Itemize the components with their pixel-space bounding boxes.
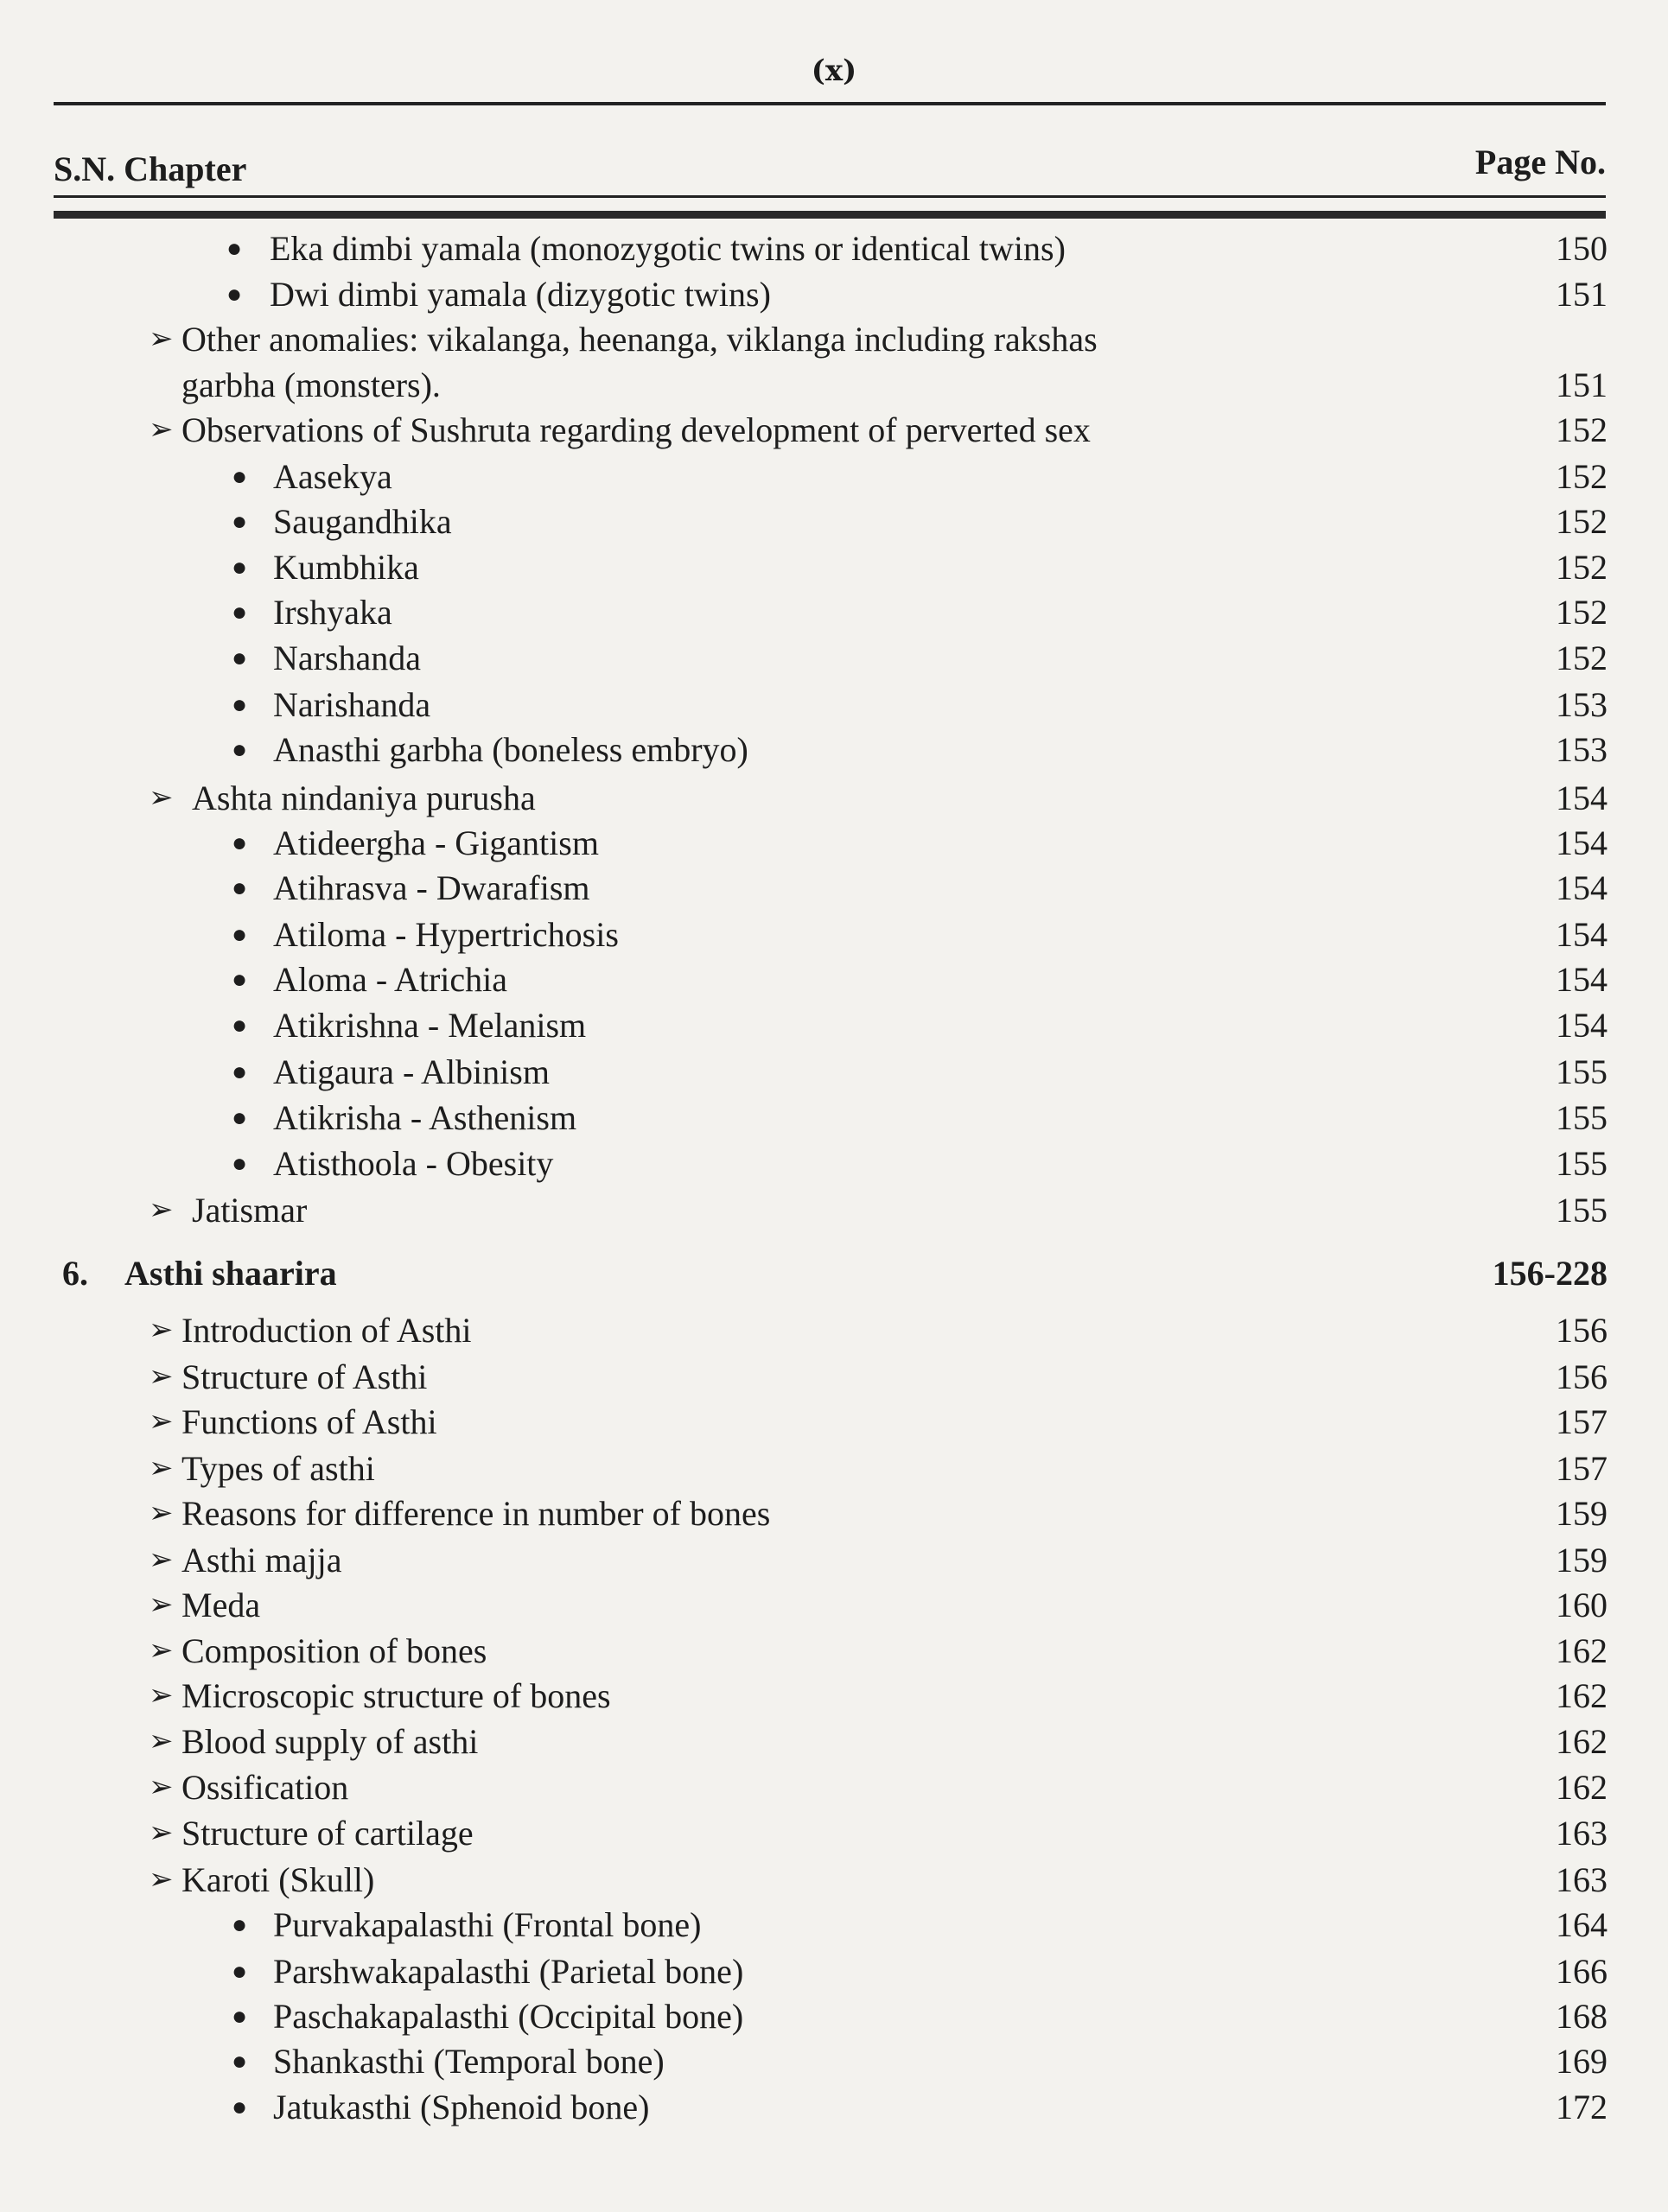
- toc-entry: [0, 1674, 1668, 1719]
- arrow-bullet-icon: ➢: [149, 1589, 174, 1621]
- page-reference: 153: [1556, 685, 1608, 724]
- entry-title: Karoti (Skull): [181, 1860, 375, 1899]
- arrow-bullet-icon: ➢: [149, 1817, 174, 1849]
- page-reference: 172: [1556, 2088, 1608, 2126]
- entry-title: Purvakapalasthi (Frontal bone): [273, 1905, 702, 1944]
- arrow-bullet-icon: ➢: [149, 1726, 174, 1758]
- entry-title: Blood supply of asthi: [181, 1722, 479, 1761]
- entry-title: Anasthi garbha (boneless embryo): [273, 730, 748, 769]
- page-reference: 162: [1556, 1722, 1608, 1761]
- toc-entry: [0, 683, 1668, 728]
- page-reference: 152: [1556, 457, 1608, 496]
- toc-entry: [0, 272, 1668, 317]
- toc-entry: [0, 1003, 1668, 1048]
- bullet-icon: ●: [232, 2093, 248, 2121]
- toc-entry: [0, 1811, 1668, 1856]
- arrow-bullet-icon: ➢: [149, 1452, 174, 1484]
- toc-entry: [0, 821, 1668, 866]
- page-reference: 152: [1556, 502, 1608, 541]
- arrow-bullet-icon: ➢: [149, 323, 174, 355]
- toc-entry: [0, 408, 1668, 453]
- toc-entry: [0, 1188, 1668, 1233]
- toc-entry: [0, 1858, 1668, 1903]
- entry-title: Paschakapalasthi (Occipital bone): [273, 1997, 744, 2036]
- entry-title: Meda: [181, 1586, 261, 1624]
- toc-entry: [0, 957, 1668, 1002]
- entry-title: Microscopic structure of bones: [181, 1676, 611, 1715]
- entry-title: Narshanda: [273, 639, 422, 677]
- arrow-bullet-icon: ➢: [149, 1406, 174, 1438]
- toc-entry: [0, 1308, 1668, 1353]
- page-reference: 152: [1556, 410, 1608, 449]
- page-reference: 169: [1556, 2042, 1608, 2081]
- toc-entry: [0, 2085, 1668, 2130]
- page-reference: 151: [1556, 365, 1608, 404]
- arrow-bullet-icon: ➢: [149, 1544, 174, 1576]
- toc-entry: [0, 363, 1668, 408]
- page-reference: 163: [1556, 1814, 1608, 1853]
- page-reference: 155: [1556, 1052, 1608, 1091]
- arrow-bullet-icon: ➢: [149, 1314, 174, 1346]
- bullet-icon: ●: [232, 920, 248, 949]
- page-reference: 154: [1556, 960, 1608, 999]
- page-reference: 168: [1556, 1997, 1608, 2036]
- page-reference: 162: [1556, 1631, 1608, 1670]
- toc-entry: [0, 1400, 1668, 1445]
- bullet-icon: ●: [232, 553, 248, 582]
- arrow-bullet-icon: ➢: [149, 1771, 174, 1803]
- toc-entry: [0, 1050, 1668, 1095]
- bullet-icon: ●: [232, 507, 248, 536]
- bullet-icon: ●: [232, 965, 248, 994]
- page-reference: 156: [1556, 1311, 1608, 1350]
- page-reference: 163: [1556, 1860, 1608, 1899]
- entry-title: Reasons for difference in number of bones: [181, 1494, 771, 1533]
- entry-title: Structure of cartilage: [181, 1814, 474, 1853]
- arrow-bullet-icon: ➢: [149, 1361, 174, 1393]
- entry-title: Other anomalies: vikalanga, heenanga, viklanga including rakshas: [181, 320, 1098, 359]
- bullet-icon: ●: [232, 735, 248, 764]
- page-reference: 154: [1556, 868, 1608, 907]
- bullet-icon: ●: [232, 1011, 248, 1039]
- entry-title: Eka dimbi yamala (monozygotic twins or identical twins): [270, 229, 1066, 268]
- page-reference: 155: [1556, 1098, 1608, 1137]
- page-reference: 155: [1556, 1191, 1608, 1230]
- toc-entry: [0, 1446, 1668, 1491]
- entry-title: Shankasthi (Temporal bone): [273, 2042, 665, 2081]
- toc-entry: [0, 1719, 1668, 1764]
- toc-entry: [0, 636, 1668, 681]
- entry-title: Ossification: [181, 1768, 349, 1807]
- entry-title: Composition of bones: [181, 1631, 487, 1670]
- toc-entry: [0, 1994, 1668, 2039]
- entry-title: Ashta nindaniya purusha: [192, 779, 536, 817]
- bullet-icon: ●: [232, 874, 248, 902]
- header-sn-chapter: S.N. Chapter: [54, 149, 247, 188]
- toc-entry: [0, 776, 1668, 821]
- toc-entry: [0, 728, 1668, 772]
- toc-entry: [0, 590, 1668, 635]
- page-reference: 162: [1556, 1768, 1608, 1807]
- entry-title: Jatukasthi (Sphenoid bone): [273, 2088, 650, 2126]
- entry-title: Atideergha - Gigantism: [273, 823, 599, 862]
- bullet-icon: ●: [232, 1103, 248, 1132]
- page-reference: 154: [1556, 1006, 1608, 1045]
- chapter-row: [0, 1251, 1668, 1296]
- toc-entry: [0, 1903, 1668, 1948]
- bullet-icon: ●: [232, 1058, 248, 1086]
- entry-title: Parshwakapalasthi (Parietal bone): [273, 1952, 744, 1991]
- bullet-icon: ●: [226, 234, 243, 263]
- toc-entry: [0, 1355, 1668, 1400]
- entry-title: Atiloma - Hypertrichosis: [273, 915, 619, 954]
- toc-entry: [0, 1629, 1668, 1674]
- page-reference: 154: [1556, 915, 1608, 954]
- entry-title: Aloma - Atrichia: [273, 960, 508, 999]
- arrow-bullet-icon: ➢: [149, 414, 174, 446]
- page-reference: 151: [1556, 275, 1608, 314]
- page-reference: 153: [1556, 730, 1608, 769]
- header-page-no: Page No.: [1474, 143, 1606, 181]
- page-reference: 157: [1556, 1402, 1608, 1441]
- page-reference: 152: [1556, 548, 1608, 587]
- entry-title: Atikrishna - Melanism: [273, 1006, 587, 1045]
- chapter-title: Asthi shaarira: [124, 1254, 337, 1293]
- page-reference: 154: [1556, 823, 1608, 862]
- bullet-icon: ●: [232, 829, 248, 857]
- bullet-icon: ●: [232, 598, 248, 626]
- entry-title: Asthi majja: [181, 1541, 342, 1580]
- arrow-bullet-icon: ➢: [149, 1864, 174, 1896]
- page-reference: 160: [1556, 1586, 1608, 1624]
- entry-title: Functions of Asthi: [181, 1402, 437, 1441]
- bullet-icon: ●: [232, 2047, 248, 2075]
- bullet-icon: ●: [232, 644, 248, 672]
- entry-title: Introduction of Asthi: [181, 1311, 472, 1350]
- entry-title: Irshyaka: [273, 593, 392, 632]
- arrow-bullet-icon: ➢: [149, 1680, 174, 1712]
- page-reference: 157: [1556, 1449, 1608, 1488]
- toc-entry: [0, 2039, 1668, 2084]
- toc-entry: [0, 1949, 1668, 1994]
- toc-entry: [0, 317, 1668, 362]
- page-reference: 156: [1556, 1357, 1608, 1396]
- toc-entry: [0, 912, 1668, 957]
- toc-entry: [0, 545, 1668, 590]
- page-reference: 162: [1556, 1676, 1608, 1715]
- chapter-number: 6.: [62, 1254, 88, 1293]
- entry-title: Saugandhika: [273, 502, 452, 541]
- bullet-icon: ●: [226, 280, 243, 308]
- toc-entry: [0, 226, 1668, 271]
- entry-title: Types of asthi: [181, 1449, 375, 1488]
- entry-title: Atihrasva - Dwarafism: [273, 868, 590, 907]
- entry-title: Dwi dimbi yamala (dizygotic twins): [270, 275, 771, 314]
- entry-title: Atigaura - Albinism: [273, 1052, 550, 1091]
- arrow-bullet-icon: ➢: [149, 1194, 174, 1226]
- bullet-icon: ●: [232, 462, 248, 491]
- page-reference: 152: [1556, 639, 1608, 677]
- entry-title: Narishanda: [273, 685, 431, 724]
- toc-entry: [0, 1765, 1668, 1810]
- entry-title: garbha (monsters).: [181, 365, 441, 404]
- toc-entry: [0, 454, 1668, 499]
- entry-title: Atisthoola - Obesity: [273, 1144, 554, 1183]
- entry-title: Atikrisha - Asthenism: [273, 1098, 577, 1137]
- bullet-icon: ●: [232, 1910, 248, 1939]
- page-reference: 166: [1556, 1952, 1608, 1991]
- arrow-bullet-icon: ➢: [149, 1497, 174, 1529]
- bullet-icon: ●: [232, 2002, 248, 2031]
- page-reference: 155: [1556, 1144, 1608, 1183]
- toc-entry: [0, 1538, 1668, 1583]
- bullet-icon: ●: [232, 1957, 248, 1986]
- entry-title: Structure of Asthi: [181, 1357, 428, 1396]
- arrow-bullet-icon: ➢: [149, 1635, 174, 1667]
- bullet-icon: ●: [232, 1149, 248, 1178]
- bullet-icon: ●: [232, 690, 248, 719]
- toc-entry: [0, 1491, 1668, 1536]
- toc-entry: [0, 499, 1668, 544]
- toc-entry: [0, 1096, 1668, 1141]
- entry-title: Aasekya: [273, 457, 392, 496]
- toc-entry: [0, 1141, 1668, 1186]
- page-reference: 159: [1556, 1541, 1608, 1580]
- page-reference: 152: [1556, 593, 1608, 632]
- arrow-bullet-icon: ➢: [149, 782, 174, 814]
- page-reference: 150: [1556, 229, 1608, 268]
- page-reference: 159: [1556, 1494, 1608, 1533]
- page-reference: 154: [1556, 779, 1608, 817]
- page-reference: 164: [1556, 1905, 1608, 1944]
- entry-title: Jatismar: [192, 1191, 308, 1230]
- entry-title: Observations of Sushruta regarding development of perverted sex: [181, 410, 1091, 449]
- page-reference: 156-228: [1492, 1254, 1608, 1293]
- page-number: (x): [811, 54, 857, 88]
- toc-entry: [0, 866, 1668, 911]
- toc-entry: [0, 1583, 1668, 1628]
- entry-title: Kumbhika: [273, 548, 419, 587]
